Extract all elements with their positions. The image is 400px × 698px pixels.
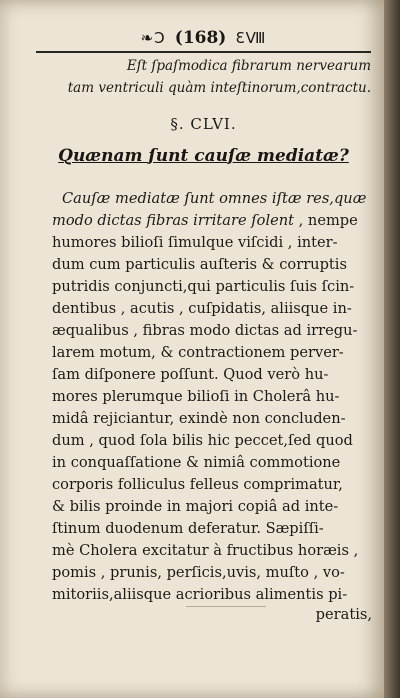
question-heading: Quænam ſunt cauſæ mediatæ? bbox=[58, 146, 349, 166]
body-line-roman: mè Cholera excitatur à fructibus horæis , bbox=[52, 542, 359, 559]
body-line bbox=[52, 320, 372, 342]
body-line bbox=[52, 364, 372, 386]
body-line bbox=[52, 276, 372, 298]
intro-line-2: tam ventriculi quàm inteſtinorum,contractu. bbox=[67, 80, 371, 96]
body-line-roman: æqualibus , fibras modo dictas ad irregu- bbox=[52, 322, 358, 339]
page-number: (168) bbox=[174, 28, 227, 48]
body-line-roman: mitoriis,aliisque acrioribus alimentis pi- bbox=[52, 586, 348, 603]
body-line-roman: ſam diſponere poſſunt. Quod verò hu- bbox=[52, 366, 329, 383]
body-line-roman: dum , quod ſola bilis hic peccet,ſed quod bbox=[52, 432, 353, 449]
body-line-roman: humores bilioſi ſimulque viſcidi , inter- bbox=[52, 234, 338, 251]
body-line bbox=[52, 452, 372, 474]
section-label: §. CLVI. bbox=[170, 115, 237, 133]
body-line-roman: larem motum, & contractionem perver- bbox=[52, 344, 344, 361]
body-line bbox=[52, 518, 372, 540]
body-line bbox=[52, 496, 372, 518]
body-line bbox=[52, 562, 372, 584]
intro-line-1: Eſt ſpaſmodica fibrarum nervearum bbox=[126, 58, 371, 74]
body-line-roman: ſtinum duodenum deferatur. Sæpiſſi- bbox=[52, 520, 324, 537]
body-line-italic: Cauſæ mediatæ ſunt omnes iſtæ res,quæ bbox=[62, 190, 367, 207]
last-word: peratis, bbox=[315, 606, 372, 623]
body-line-roman: & bilis proinde in majori copiâ ad inte- bbox=[52, 498, 339, 515]
body-line bbox=[62, 188, 372, 210]
page-header bbox=[36, 28, 371, 52]
body-line-roman: dum cum particulis auſteris & corruptis bbox=[52, 256, 347, 273]
body-line bbox=[52, 386, 372, 408]
header-rule bbox=[36, 51, 371, 53]
body-line bbox=[52, 474, 372, 496]
header-ornament-right: ƐⅧ bbox=[235, 29, 267, 47]
body-line-roman: pomis , prunis, perſicis,uvis, muſto , vo- bbox=[52, 564, 345, 581]
body-line bbox=[52, 254, 372, 276]
body-line-roman: in conquaſſatione & nimiâ commotione bbox=[52, 454, 341, 471]
body-line-roman: , nempe bbox=[294, 212, 358, 229]
body-line bbox=[52, 584, 372, 606]
body-line-roman: dentibus , acutis , cuſpidatis, aliisque in- bbox=[52, 300, 352, 317]
body-line-roman: midâ rejiciantur, exindè non concluden- bbox=[52, 410, 346, 427]
body-line bbox=[52, 342, 372, 364]
header-ornament-left: ❧Ɔ bbox=[140, 29, 166, 47]
body-line bbox=[52, 540, 372, 562]
body-line bbox=[52, 232, 372, 254]
body-line-italic: modo dictas fibras irritare ſolent bbox=[52, 212, 295, 229]
body-line bbox=[52, 430, 372, 452]
body-line-roman: putridis conjuncti,qui particulis ſuis ſcin- bbox=[52, 278, 355, 295]
body-line-roman: mores plerumque bilioſi in Cholerâ hu- bbox=[52, 388, 340, 405]
body-line bbox=[52, 298, 372, 320]
body-line bbox=[52, 408, 372, 430]
body-line bbox=[52, 210, 372, 232]
body-line-roman: corporis folliculus felleus comprimatur, bbox=[52, 476, 343, 493]
book-spine bbox=[384, 0, 400, 698]
